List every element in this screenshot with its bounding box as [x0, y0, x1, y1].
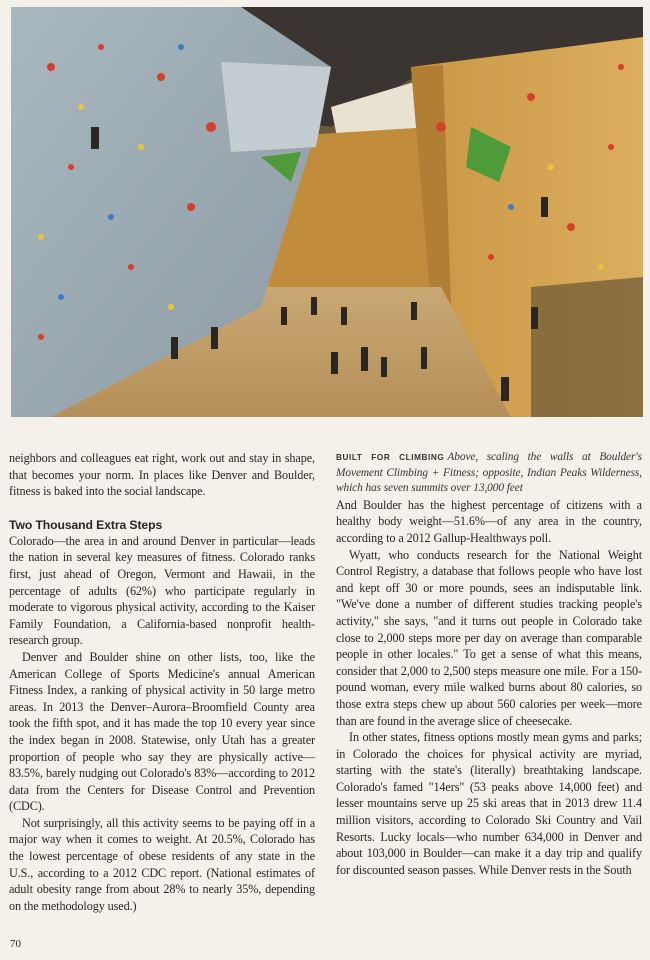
article-paragraph: neighbors and colleagues eat right, work out and stay in shape, that becomes your norm. In places like Denver and Boulder, fitness is baked into the social landscape. [9, 451, 315, 499]
article-paragraph: In other states, fitness options mostly mean gyms and parks; in Colorado the choices for physical activity are myriad, starting with the state's (literally) breathtaking landscape. Colorado's famed "14ers" (53 peaks above 14,000 feet) and lesser mountains serve up 25 ski areas that in 2013 drew 11.4 million visitors, according to Colorado Ski Country and Vail Resorts. Lucky locals—who number 634,000 in Denver and about 103,000 in Boulder—can make it a day trip and qualify for discounted season passes. While Denver rests in the South [336, 730, 642, 877]
article-paragraph: Denver and Boulder shine on other lists, too, like the American College of Sports Medicine's annual American Fitness Index, a ranking of physical activity in 50 large metro areas. In 2013 the Denver–Aurora–Broomfield County area took the fifth spot, and it has made the top 10 every year since the index began in 2008. Statewise, only Utah has a greater proportion of people who say they are physically active—83.5%, barely nudging out Colorado's 83%—according to 2012 data from the Centers for Disease Control and Prevention (CDC). [9, 649, 315, 814]
article-left-column [9, 450, 315, 914]
climbing-gym-photo [11, 7, 643, 417]
article-paragraph: Colorado—the area in and around Denver in particular—leads the nation in several key measures of fitness. Colorado ranks first, just ahead of Oregon, Vermont and Hawaii, in the percentage of adults (62%) who participate regularly in moderate to vigorous physical activity, according to the Kaiser Family Foundation, a California-based nonprofit health-research group. [9, 533, 315, 648]
article-paragraph: And Boulder has the highest percentage of citizens with a healthy body weight—51.6%—of any area in the country, according to a 2012 Gallup-Healthways poll. [336, 497, 642, 545]
climbing-gym-illustration [11, 7, 643, 417]
caption-kicker: BUILT FOR CLIMBING [336, 453, 445, 462]
section-heading: Two Thousand Extra Steps [9, 517, 163, 532]
article-right-column [336, 450, 642, 878]
article-paragraph: Wyatt, who conducts research for the National Weight Control Registry, a database that follows people who have lost and kept off 30 or more pounds, sees an indisputable link. "We've done a number of different studies tracking people's activity," she says, "and it turns out people in Colorado take close to 2,000 steps more per day on average than comparable people in other locales." To get a sense of what this means, consider that 2,000 to 2,500 steps measure one mile. For a 150-pound woman, every mile walked burns about 80 calories, so those extra steps chew up about 560 calories per week—more than are found in the average slice of cheesecake. [336, 547, 642, 728]
caption-text: Above, scaling the walls at Boulder's Movement Climbing + Fitness; opposite, Indian Peaks Wilderness, which has seven summits over 13,000 feet [336, 451, 642, 495]
photo-caption [336, 450, 642, 497]
page-number: 70 [10, 938, 21, 950]
article-paragraph: Not surprisingly, all this activity seems to be paying off in a major way when it comes to weight. At 20.5%, Colorado has the lowest percentage of obese residents of any state in the U.S., according to a 2012 CDC report. (National estimates of adult obesity range from about 28% to nearly 35%, depending on the methodology used.) [9, 815, 315, 913]
